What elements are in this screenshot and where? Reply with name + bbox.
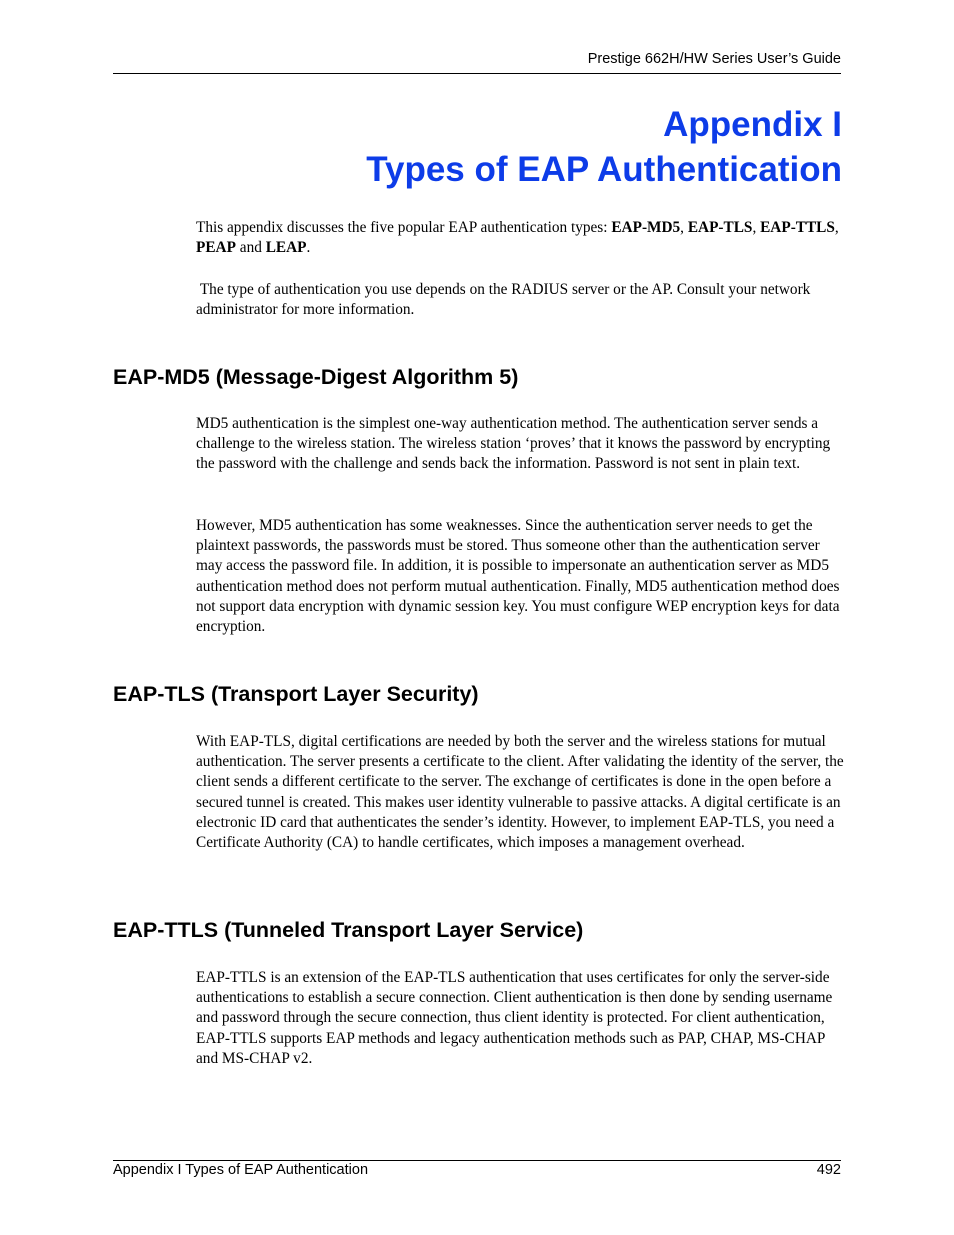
eap-type-md5: EAP-MD5 <box>611 219 681 236</box>
separator: , <box>680 219 688 236</box>
eap-type-ttls: EAP-TTLS <box>760 219 835 236</box>
header-rule <box>113 73 841 74</box>
eap-tls-paragraph-1: With EAP-TLS, digital certifications are needed by both the server and the wireless stations for mutual authentication. The server presents a certificate to the client. After validating the identity of the server, the client sends a different certificate to the server. The exchange of certificates is done in the open before a secured tunnel is created. This makes user identity vulnerable to passive attacks. A digital certificate is an electronic ID card that authenticates the sender’s identity. However, to implement EAP-TLS, you need a Certificate Authority (CA) to handle certificates, which imposes a management overhead. <box>196 733 844 852</box>
eap-type-leap: LEAP <box>265 239 307 257</box>
separator: , <box>834 219 839 236</box>
title-line-1: Appendix I <box>663 105 842 144</box>
page-number: 492 <box>816 1162 841 1178</box>
intro-paragraph-1 <box>196 218 844 258</box>
eap-type-peap: PEAP <box>196 239 236 257</box>
page-title <box>366 102 842 192</box>
eap-ttls-paragraph-1: EAP-TTLS is an extension of the EAP-TLS authentication that uses certificates for only the server-side authentications to establish a secure connection. Client authentication is then done by sending username and password through the secure connection, thus client identity is protected. For client authentication, EAP-TTLS supports EAP methods and legacy authentication methods such as PAP, CHAP, MS-CHAP and MS-CHAP v2. <box>196 969 833 1067</box>
eap-md5-paragraph-1: MD5 authentication is the simplest one-way authentication method. The authentication server sends a challenge to the wireless station. The wireless station ‘proves’ that it knows the password by encrypting the password with the challenge and sends back the information. Password is not sent in plain text. <box>196 415 831 473</box>
footer-rule <box>113 1160 841 1161</box>
section-heading-eap-ttls: EAP-TTLS (Tunneled Transport Layer Service) <box>113 918 584 942</box>
footer-section-title: Appendix I Types of EAP Authentication <box>113 1162 369 1178</box>
title-line-2: Types of EAP Authentication <box>366 150 842 189</box>
section-heading-eap-md5: EAP-MD5 (Message-Digest Algorithm 5) <box>113 365 519 389</box>
section-heading-eap-tls: EAP-TLS (Transport Layer Security) <box>113 682 479 706</box>
period: . <box>306 239 311 257</box>
separator: and <box>235 239 266 257</box>
intro-paragraph-2: The type of authentication you use depends on the RADIUS server or the AP. Consult your network administrator for more information. <box>196 281 815 319</box>
intro-text: This appendix discusses the five popular EAP authentication types: <box>196 219 612 236</box>
eap-type-tls: EAP-TLS <box>687 219 753 236</box>
running-header: Prestige 662H/HW Series User’s Guide <box>587 51 841 67</box>
separator: , <box>752 219 761 236</box>
eap-md5-paragraph-2: However, MD5 authentication has some weaknesses. Since the authentication server needs to get the plaintext passwords, the passwords must be stored. Thus someone other than the authentication server may access the password file. In addition, it is possible to impersonate an authentication server as MD5 authentication method does not perform mutual authentication. Finally, MD5 authentication method does not support data encryption with dynamic session key. You must configure WEP encryption keys for data encryption. <box>196 517 840 636</box>
